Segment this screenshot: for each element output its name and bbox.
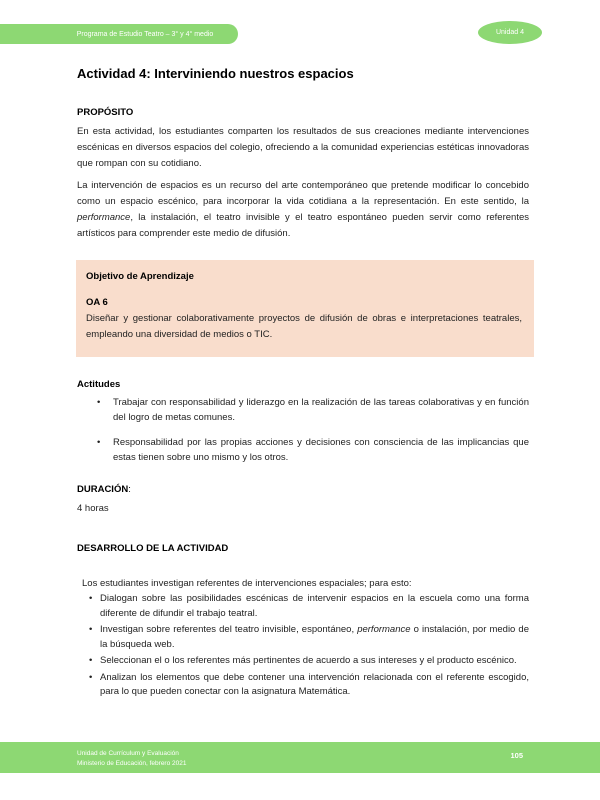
desarrollo-intro: Los estudiantes investigan referentes de intervenciones espaciales; para esto: xyxy=(82,578,412,589)
footer-publisher xyxy=(77,749,186,769)
bullet-icon: • xyxy=(89,593,93,604)
unit-badge xyxy=(478,21,542,44)
desarrollo-item-post: o instalación, por medio de la búsqueda web. xyxy=(100,624,529,650)
footer-line-2: Ministerio de Educación, febrero 2021 xyxy=(77,760,187,767)
footer-line-1: Unidad de Currículum y Evaluación xyxy=(77,750,179,757)
performance-italic-term: performance xyxy=(77,212,131,223)
bullet-icon: • xyxy=(89,655,93,666)
desarrollo-heading: DESARROLLO DE LA ACTIVIDAD xyxy=(77,543,229,554)
actitudes-heading: Actitudes xyxy=(77,379,121,390)
bullet-icon: • xyxy=(89,624,93,635)
duracion-colon: : xyxy=(128,484,131,495)
program-badge-label: Programa de Estudio Teatro – 3° y 4° medio xyxy=(76,30,214,38)
bullet-icon: • xyxy=(97,437,101,448)
objective-box-heading: Objetivo de Aprendizaje xyxy=(86,271,194,282)
list-item xyxy=(77,592,529,621)
duracion-heading-word: DURACIÓN xyxy=(77,484,129,495)
oa-number-label: OA 6 xyxy=(86,297,108,308)
page-number: 105 xyxy=(510,751,523,760)
desarrollo-list xyxy=(77,592,529,700)
actitudes-item-text: Responsabilidad por las propias acciones y decisiones con consciencia de las implicancias que estas tienen sobre uno mismo y los otros. xyxy=(113,437,529,463)
desarrollo-item-text: Analizan los elementos que debe contener una intervención relacionada con el referente escogido, para lo que pueden conectar con la asignatura Matemática. xyxy=(100,671,529,697)
oa-description: Diseñar y gestionar colaborativamente proyectos de difusión de obras e interpretaciones teatrales, empleando una diversidad de medios o TIC. xyxy=(86,313,522,340)
desarrollo-item-pre: Investigan sobre referentes del teatro invisible, espontáneo, xyxy=(100,624,358,635)
desarrollo-item-text xyxy=(100,623,529,652)
bullet-icon: • xyxy=(89,671,93,683)
list-item xyxy=(77,435,529,465)
proposito-paragraph-2 xyxy=(77,178,529,242)
list-item xyxy=(77,623,529,652)
unit-badge-label: Unidad 4 xyxy=(495,29,525,36)
actitudes-list xyxy=(77,395,529,465)
desarrollo-item-text: Seleccionan el o los referentes más pertinentes de acuerdo a sus intereses y el producto escénico. xyxy=(100,655,517,666)
learning-objective-box xyxy=(76,260,534,357)
page-content xyxy=(77,66,529,702)
list-item xyxy=(77,654,529,669)
list-item xyxy=(77,671,529,700)
program-badge xyxy=(0,24,238,44)
actitudes-item-text: Trabajar con responsabilidad y liderazgo en la realización de las tareas colaborativas y en función del logro de metas comunes. xyxy=(113,397,529,423)
proposito-paragraph-1: En esta actividad, los estudiantes comparten los resultados de sus creaciones mediante intervenciones escénicas en diversos espacios del colegio, ofreciendo a la comunidad experiencias estéticas innovadoras que rompan con su cotidiano. xyxy=(77,126,529,169)
duracion-heading xyxy=(77,483,529,497)
list-item xyxy=(77,395,529,425)
bullet-icon: • xyxy=(97,397,101,408)
page-footer xyxy=(0,742,600,773)
desarrollo-item-text: Dialogan sobre las posibilidades escénicas de intervenir espacios en la escuela como una forma diferente de difundir el trabajo teatral. xyxy=(100,593,529,619)
activity-title: Actividad 4: Interviniendo nuestros espacios xyxy=(77,66,354,81)
performance-italic-term: performance xyxy=(357,624,411,635)
proposito-heading: PROPÓSITO xyxy=(77,107,134,118)
proposito-paragraph-2-pre: La intervención de espacios es un recurso del arte contemporáneo que pretende modificar lo concebido como un espacio escénico, para incorporar la vida cotidiana a la representación. En este sentido, la xyxy=(77,180,529,207)
proposito-paragraph-2-post: , la instalación, el teatro invisible y el teatro espontáneo pueden servir como referentes artísticos para comprender este medio de difusión. xyxy=(77,212,529,239)
duracion-value: 4 horas xyxy=(77,503,109,514)
